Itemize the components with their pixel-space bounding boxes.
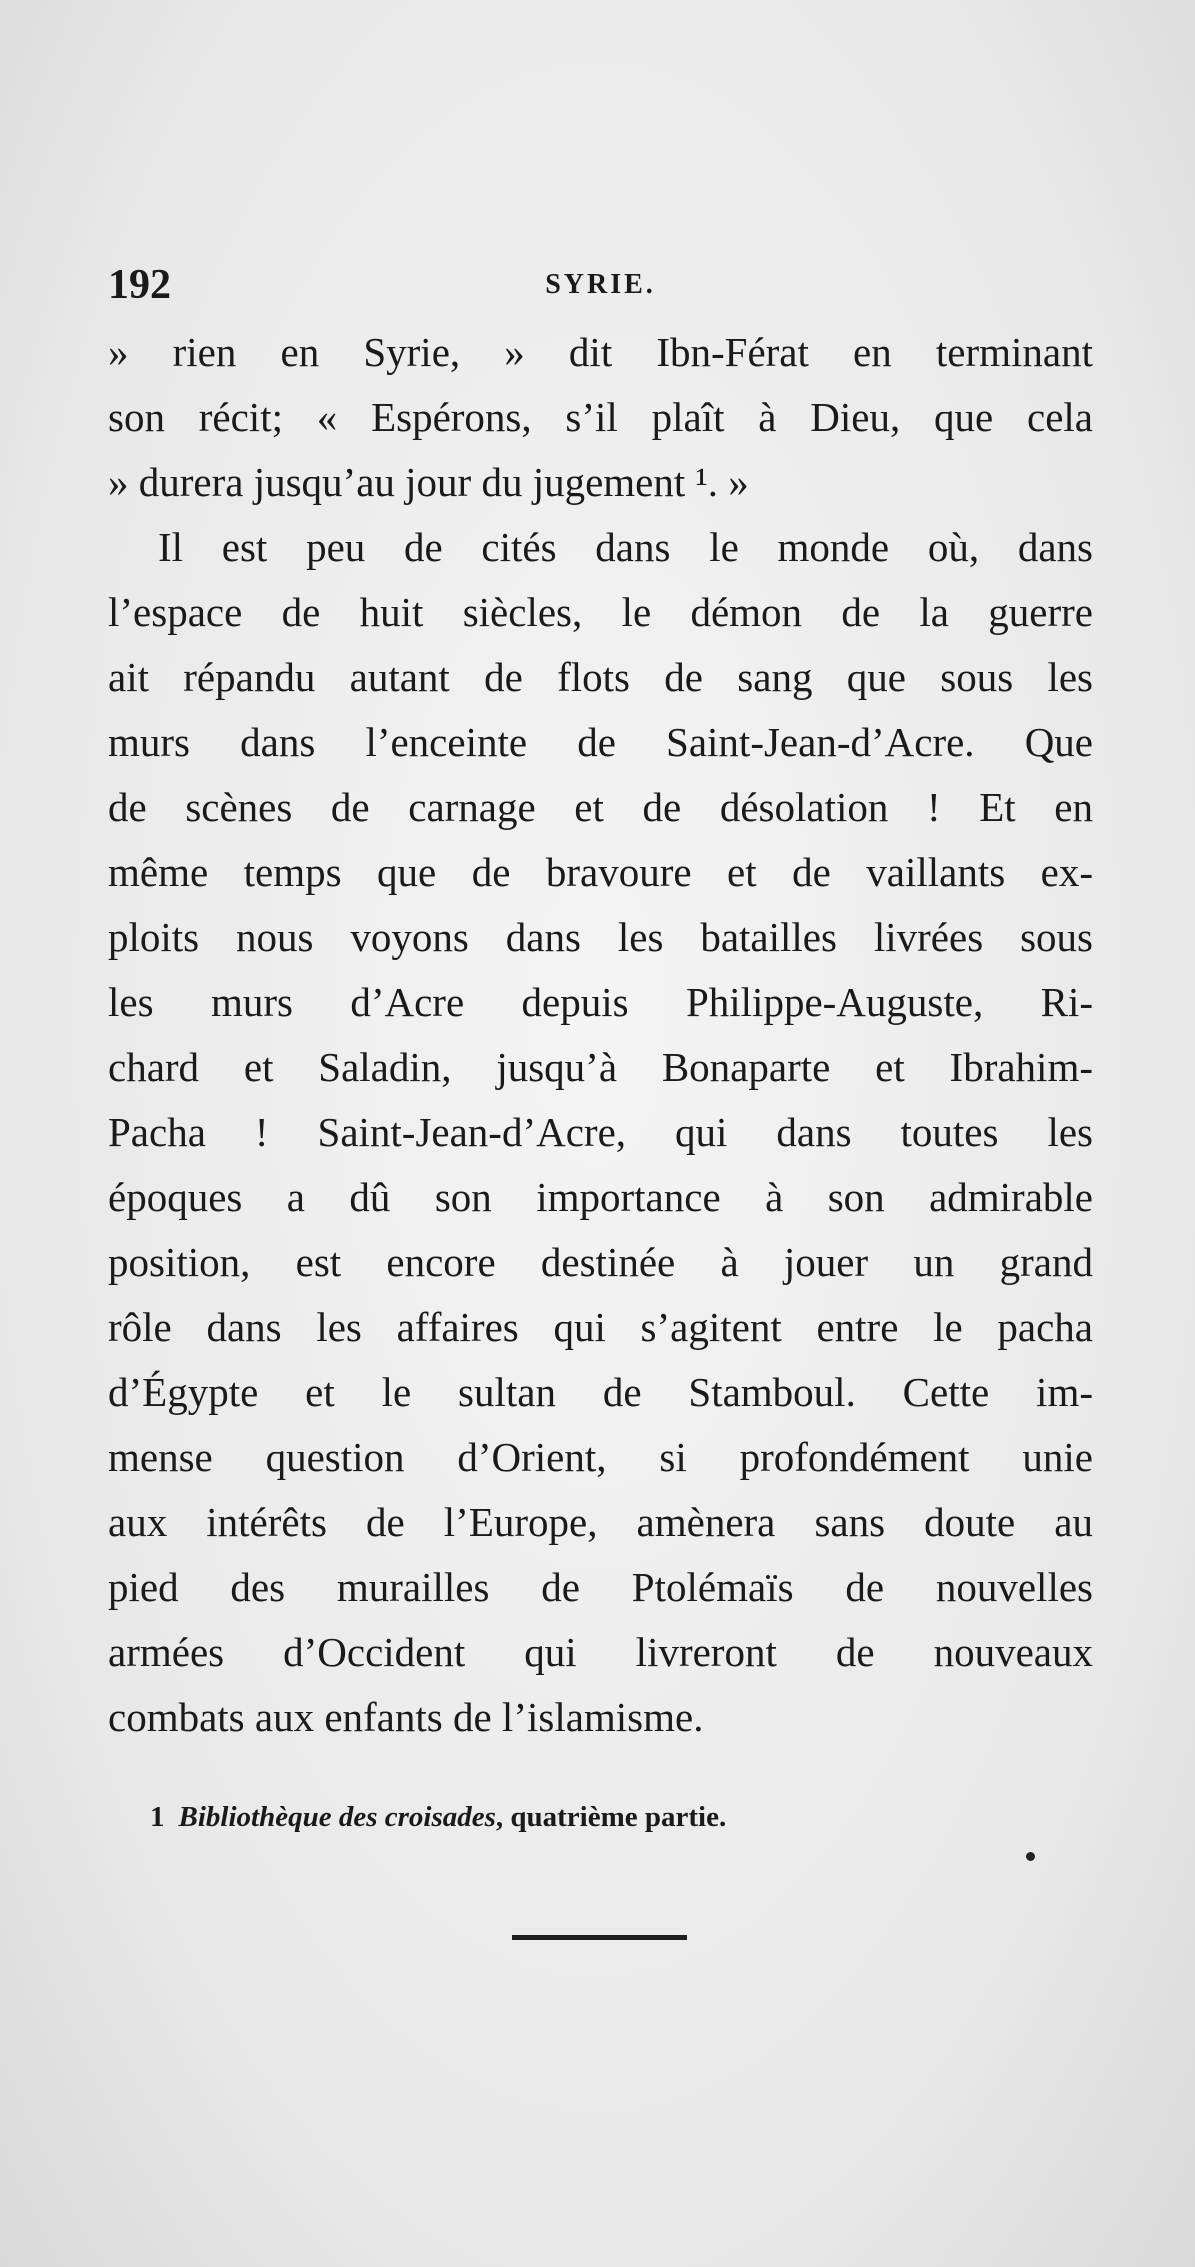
text-line: pied des murailles de Ptolémaïs de nouvelles (108, 1564, 1093, 1610)
footnote (150, 1795, 1050, 1839)
ink-spot (1026, 1852, 1035, 1861)
text-line: son récit; « Espérons, s’il plaît à Dieu, que cela (108, 394, 1093, 440)
text-line: d’Égypte et le sultan de Stamboul. Cette im- (108, 1369, 1093, 1415)
text-line: armées d’Occident qui livreront de nouveaux (108, 1629, 1093, 1675)
text-line: ploits nous voyons dans les batailles livrées sous (108, 914, 1093, 960)
text-line: aux intérêts de l’Europe, amènera sans doute au (108, 1499, 1093, 1545)
text-line: murs dans l’enceinte de Saint-Jean-d’Acre. Que (108, 719, 1093, 765)
main-text (108, 320, 1093, 1750)
footnote-marker: 1 (150, 1801, 165, 1833)
page-number: 192 (108, 262, 171, 308)
text-line: ait répandu autant de flots de sang que sous les (108, 654, 1093, 700)
footnote-title: Bibliothèque des croisades (178, 1801, 496, 1833)
text-line: » durera jusqu’au jour du jugement ¹. » (108, 459, 749, 505)
text-line: rôle dans les affaires qui s’agitent entre le pacha (108, 1304, 1093, 1350)
text-line: chard et Saladin, jusqu’à Bonaparte et Ibrahim- (108, 1044, 1093, 1090)
text-line: l’espace de huit siècles, le démon de la guerre (108, 589, 1093, 635)
text-line: mense question d’Orient, si profondément unie (108, 1434, 1093, 1480)
text-line: Pacha ! Saint-Jean-d’Acre, qui dans toutes les (108, 1109, 1093, 1155)
text-line: époques a dû son importance à son admirable (108, 1174, 1093, 1220)
end-rule (512, 1935, 687, 1940)
text-line: de scènes de carnage et de désolation ! Et en (108, 784, 1093, 830)
footnote-text: , quatrième partie. (495, 1801, 727, 1833)
text-line: position, est encore destinée à jouer un grand (108, 1239, 1093, 1285)
text-line: même temps que de bravoure et de vaillants ex- (108, 849, 1093, 895)
text-line: » rien en Syrie, » dit Ibn-Férat en terminant (108, 329, 1093, 375)
running-head: SYRIE. (545, 269, 656, 300)
text-line: les murs d’Acre depuis Philippe-Auguste, Ri- (108, 979, 1093, 1025)
text-line: combats aux enfants de l’islamisme. (108, 1694, 704, 1740)
page-header (108, 255, 1093, 315)
text-line: Il est peu de cités dans le monde où, dans (158, 524, 1093, 570)
